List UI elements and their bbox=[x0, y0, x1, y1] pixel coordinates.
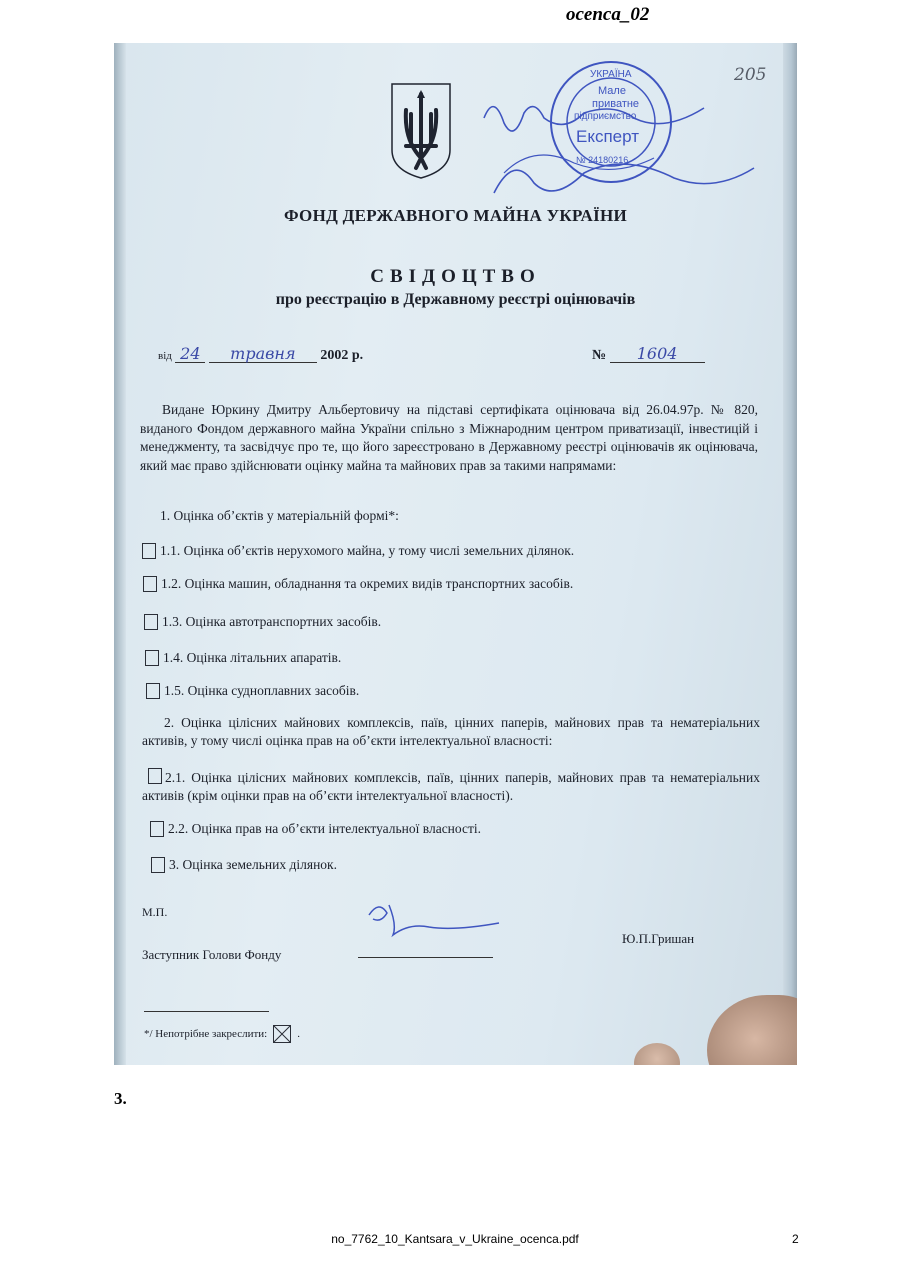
issue-date bbox=[158, 346, 363, 364]
binding-edge bbox=[114, 43, 126, 1065]
stamp-text-4: підприємство bbox=[574, 111, 637, 122]
stamp-text-1: УКРАЇНА bbox=[590, 69, 632, 80]
date-day: 24 bbox=[175, 346, 205, 363]
date-year: 2002 р. bbox=[320, 348, 364, 363]
item-2-1 bbox=[142, 768, 760, 805]
page-label: ocenca_02 bbox=[566, 4, 650, 25]
footnote-end: . bbox=[297, 1028, 300, 1040]
footnote-text: */ Непотрібне закреслити: bbox=[144, 1028, 268, 1040]
checkbox-2-2[interactable] bbox=[150, 821, 164, 837]
item-1-3-label: 1.3. Оцінка автотранспортних засобів. bbox=[162, 614, 382, 629]
fund-name: ФОНД ДЕРЖАВНОГО МАЙНА УКРАЇНИ bbox=[283, 206, 628, 225]
section-2-text: 2. Оцінка цілісних майнових комплексів, паїв, цінних паперів, майнових прав та нематеріальних активів, у тому числі оцінка прав на об’єкти інтелектуальної власності: bbox=[142, 715, 760, 748]
item-1-3 bbox=[144, 614, 381, 630]
checkbox-1-5[interactable] bbox=[146, 683, 160, 699]
checkbox-1-1[interactable] bbox=[142, 543, 156, 559]
pencil-page-number: 205 bbox=[734, 65, 767, 85]
checkbox-1-3[interactable] bbox=[144, 614, 158, 630]
item-1-1-label: 1.1. Оцінка об’єктів нерухомого майна, у тому числі земельних ділянок. bbox=[160, 543, 575, 558]
signature-line bbox=[358, 957, 493, 958]
checkbox-3[interactable] bbox=[151, 857, 165, 873]
certificate-subtitle: про реєстрацію в Державному реєстрі оцінювачів bbox=[275, 291, 636, 308]
stamp-text-5: Експерт bbox=[576, 127, 639, 146]
item-1-2 bbox=[143, 576, 573, 592]
seal-place: М.П. bbox=[142, 905, 168, 919]
item-2-2 bbox=[150, 821, 481, 837]
deputy-title: Заступник Голови Фонду bbox=[142, 947, 282, 962]
section-number: 3. bbox=[114, 1089, 127, 1108]
checkbox-2-1[interactable] bbox=[148, 768, 162, 784]
page-edge bbox=[783, 43, 797, 1065]
number-prefix: № bbox=[592, 348, 607, 363]
footer-page-number: 2 bbox=[792, 1232, 799, 1246]
checkbox-1-2[interactable] bbox=[143, 576, 157, 592]
item-3-label: 3. Оцінка земельних ділянок. bbox=[169, 857, 337, 872]
certificate-title: СВІДОЦТВО bbox=[370, 266, 541, 287]
item-1-4-label: 1.4. Оцінка літальних апаратів. bbox=[163, 650, 342, 665]
item-2-2-label: 2.2. Оцінка прав на об’єкти інтелектуальної власності. bbox=[168, 821, 482, 836]
date-month: травня bbox=[209, 346, 317, 363]
footer-filename: no_7762_10_Kantsara_v_Ukraine_ocenca.pdf bbox=[331, 1232, 579, 1246]
finger bbox=[707, 995, 797, 1065]
finger-shadow bbox=[634, 1043, 680, 1065]
crossed-box-icon bbox=[273, 1025, 291, 1043]
certificate-body bbox=[140, 401, 758, 475]
item-1-4 bbox=[145, 650, 341, 666]
section-2-heading bbox=[142, 714, 760, 750]
item-2-1-label: 2.1. Оцінка цілісних майнових комплексів, паїв, цінних паперів, майнових прав та нематеріальних активів (крім оцінки прав на об’єкти інтелектуальної власності). bbox=[142, 770, 760, 803]
stamp-text-2: Мале bbox=[598, 85, 626, 97]
section-1-heading: 1. Оцінка об’єктів у матеріальній формі*: bbox=[160, 508, 399, 523]
date-prefix: від bbox=[158, 350, 172, 362]
item-1-5 bbox=[146, 683, 359, 699]
blank-line bbox=[144, 1011, 269, 1012]
signature-top-icon bbox=[474, 83, 774, 213]
item-1-2-label: 1.2. Оцінка машин, обладнання та окремих видів транспортних засобів. bbox=[161, 576, 574, 591]
footnote bbox=[144, 1025, 300, 1043]
checkbox-1-4[interactable] bbox=[145, 650, 159, 666]
stamp-text-6: № 24180216 bbox=[576, 155, 629, 165]
item-1-1 bbox=[142, 543, 574, 559]
stamp-text-3: приватне bbox=[592, 98, 640, 110]
signature-deputy-icon bbox=[359, 895, 509, 945]
signatory-name: Ю.П.Гришан bbox=[622, 931, 695, 946]
body-text: Видане Юркину Дмитру Альбертовичу на підставі сертифіката оцінювача від 26.04.97р. № 820, виданого Фондом державного майна України спільно з Міжнародним центром приватизації, інвестицій і менеджменту, та засвідчує про те, що його зареєстровано в Державному реєстрі оцінювачів як оцінювача, який має право здійснювати оцінку майна та майнових прав за такими напрямами: bbox=[140, 402, 758, 473]
item-1-5-label: 1.5. Оцінка судноплавних засобів. bbox=[164, 683, 360, 698]
item-3 bbox=[151, 857, 337, 873]
coat-of-arms-icon bbox=[386, 80, 456, 180]
certificate-number bbox=[592, 346, 705, 364]
number-value: 1604 bbox=[610, 346, 705, 363]
certificate-photo bbox=[114, 43, 797, 1065]
